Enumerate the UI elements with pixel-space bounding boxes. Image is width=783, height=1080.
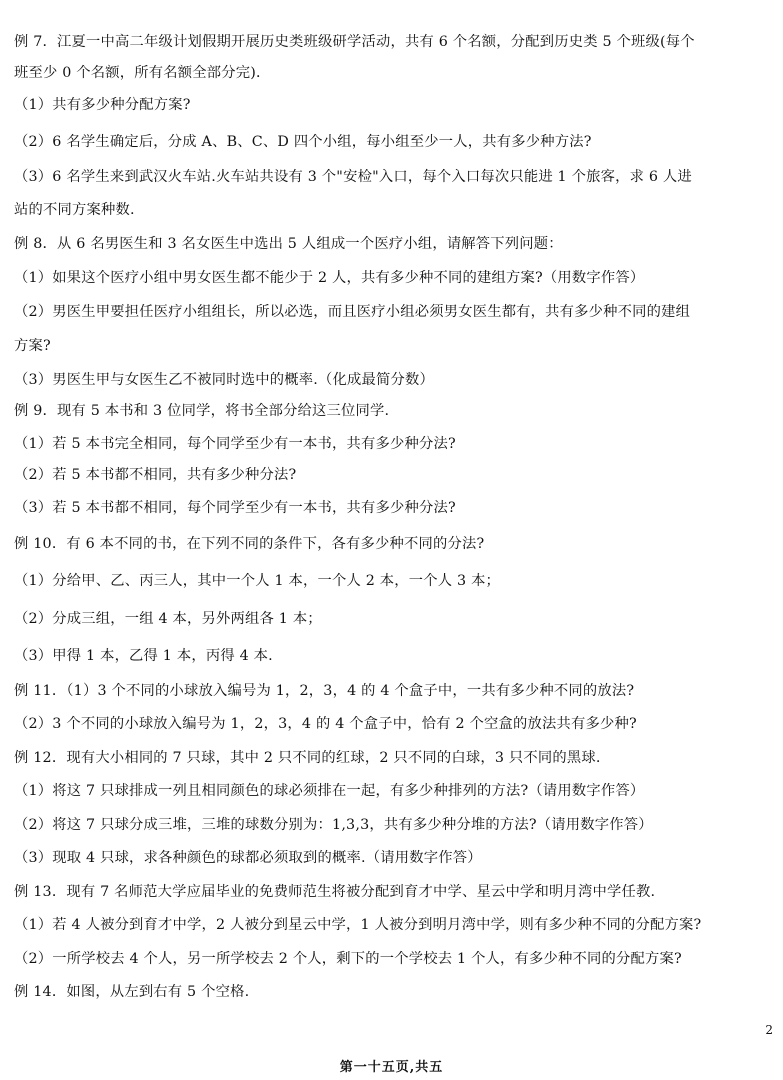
text-line: （2）分成三组，一组 4 本，另外两组各 1 本； [14, 611, 322, 627]
text-line: （3）若 5 本书都不相同，每个同学至少有一本书，共有多少种分法? [14, 500, 456, 516]
text-line: 例 8．从 6 名男医生和 3 名女医生中选出 5 人组成一个医疗小组，请解答下列问题： [14, 236, 563, 252]
text-line: 方案? [14, 338, 51, 354]
text-line: （3）6 名学生来到武汉火车站.火车站共设有 3 个"安检"入口，每个入口每次只能进 1 个旅客，求 6 人进 [14, 169, 692, 185]
text-line: （1）若 5 本书完全相同，每个同学至少有一本书，共有多少种分法? [14, 436, 456, 452]
text-line: 例 7．江夏一中高二年级计划假期开展历史类班级研学活动，共有 6 个名额，分配到历史类 5 个班级(每个 [14, 34, 695, 50]
text-line: （1）将这 7 只球排成一列且相同颜色的球必须排在一起，有多少种排列的方法?（请用数字作答） [14, 783, 645, 799]
text-line: （2）男医生甲要担任医疗小组组长，所以必选，而且医疗小组必须男女医生都有，共有多少种不同的建组 [14, 304, 691, 320]
text-line: （1）分给甲、乙、丙三人，其中一个人 1 本，一个人 2 本，一个人 3 本； [14, 573, 501, 589]
text-line: （1）共有多少种分配方案? [14, 97, 191, 113]
text-line: （1）如果这个医疗小组中男女医生都不能少于 2 人，共有多少种不同的建组方案?（用数字作答） [14, 270, 645, 286]
text-line: 例 10．有 6 本不同的书，在下列不同的条件下，各有多少种不同的分法? [14, 536, 485, 552]
text-line: （2）若 5 本书都不相同，共有多少种分法? [14, 467, 297, 483]
text-line: （3）甲得 1 本，乙得 1 本，丙得 4 本. [14, 648, 273, 664]
text-line: （2）3 个不同的小球放入编号为 1，2，3，4 的 4 个盒子中，恰有 2 个空盒的放法共有多少种? [14, 716, 637, 732]
text-line: （1）若 4 人被分到育才中学，2 人被分到星云中学，1 人被分到明月湾中学，则有多少种不同的分配方案? [14, 917, 702, 933]
text-line: （2）6 名学生确定后，分成 A、B、C、D 四个小组，每小组至少一人，共有多少种方法? [14, 134, 592, 150]
text-line: 站的不同方案种数. [14, 202, 135, 218]
text-line: （3）现取 4 只球，求各种颜色的球都必须取到的概率.（请用数字作答） [14, 850, 482, 866]
text-line: 例 12．现有大小相同的 7 只球，其中 2 只不同的红球，2 只不同的白球，3 只不同的黑球. [14, 750, 601, 766]
text-line: （3）男医生甲与女医生乙不被同时选中的概率.（化成最简分数） [14, 372, 434, 388]
text-line: 例 13．现有 7 名师范大学应届毕业的免费师范生将被分配到育才中学、星云中学和明月湾中学任教. [14, 884, 656, 900]
text-line: 例 11．（1）3 个不同的小球放入编号为 1，2，3，4 的 4 个盒子中，一共有多少种不同的放法? [14, 683, 635, 699]
page-footer: 第一十五页,共五 [339, 1060, 444, 1075]
text-line: 班至少 0 个名额，所有名额全部分完)． [14, 65, 271, 81]
text-line: 例 14．如图，从左到右有 5 个空格. [14, 984, 250, 1000]
text-line: （2）一所学校去 4 个人，另一所学校去 2 个人，剩下的一个学校去 1 个人，有多少种不同的分配方案? [14, 951, 682, 967]
text-line: （2）将这 7 只球分成三堆，三堆的球数分别为：1,3,3，共有多少种分堆的方法?（请用数字作答） [14, 817, 653, 833]
text-line: 例 9．现有 5 本书和 3 位同学，将书全部分给这三位同学. [14, 403, 390, 419]
page-number: 2 [765, 1023, 773, 1037]
